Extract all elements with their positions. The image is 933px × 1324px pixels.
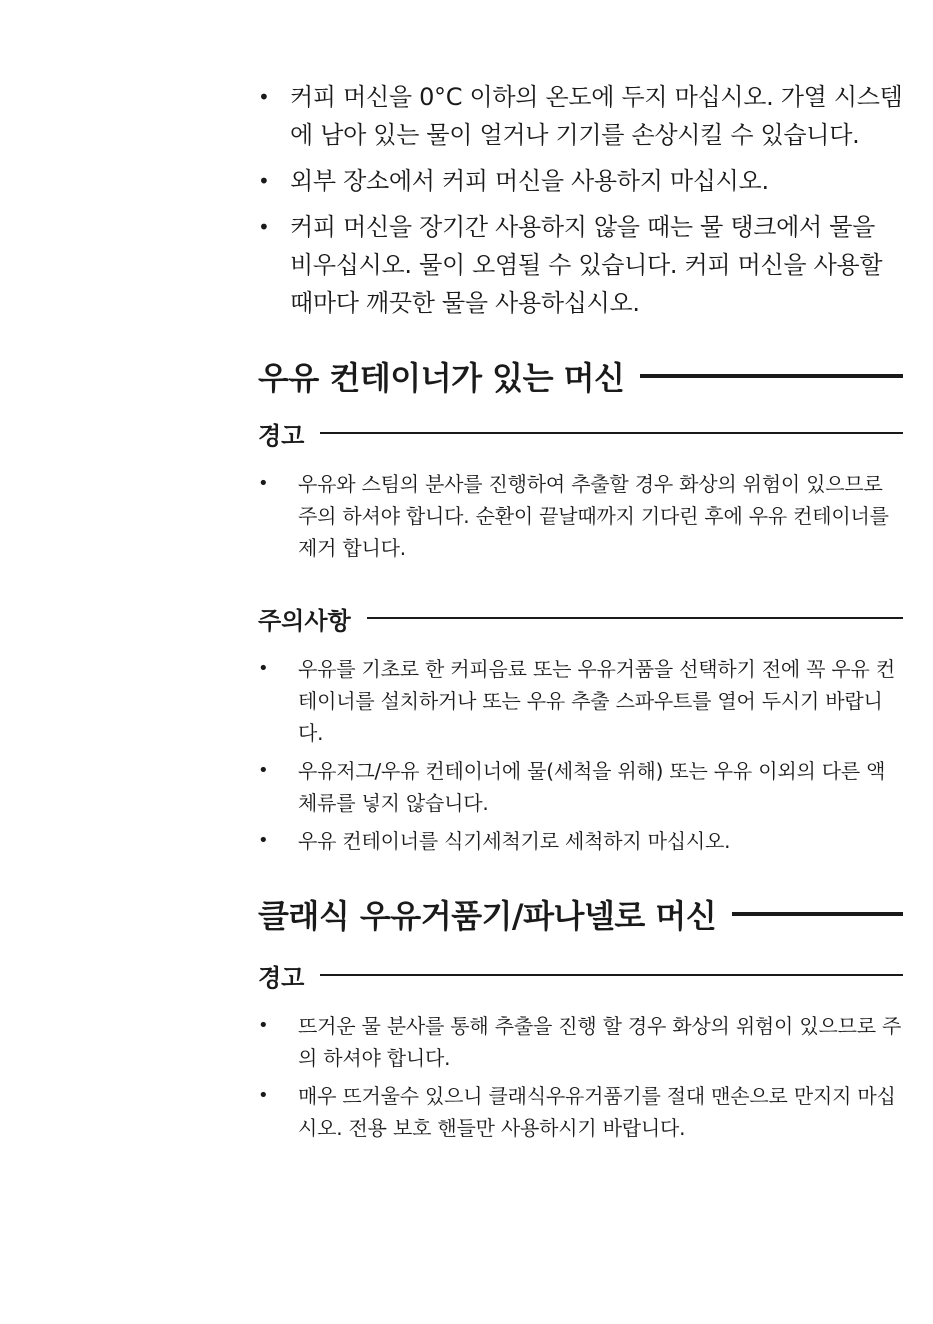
list-item: • 우유를 기초로 한 커피음료 또는 우유거품을 선택하기 전에 꼭 우유 컨테이너를 설치하거나 또는 우유 추출 스파우트를 열어 두시기 바랍니다. xyxy=(258,653,903,749)
bullet-icon: • xyxy=(258,215,270,239)
list-item: • 외부 장소에서 커피 머신을 사용하지 마십시오. xyxy=(258,162,903,200)
heading-rule xyxy=(367,617,903,619)
bullet-icon: • xyxy=(258,830,269,851)
bullet-icon: • xyxy=(258,85,270,109)
section-heading-milk-container: 우유 컨테이너가 있는 머신 xyxy=(258,349,903,403)
warning-list xyxy=(258,468,903,564)
warning-heading: 경고 xyxy=(258,413,903,453)
bullet-icon: • xyxy=(258,760,269,781)
list-item: • 매우 뜨거울수 있으니 클래식우유거품기를 절대 맨손으로 만지지 마십시오. 전용 보호 핸들만 사용하시기 바랍니다. xyxy=(258,1080,903,1144)
list-item: • 커피 머신을 장기간 사용하지 않을 때는 물 탱크에서 물을 비우십시오. 물이 오염될 수 있습니다. 커피 머신을 사용할 때마다 깨끗한 물을 사용하십시오. xyxy=(258,208,903,322)
section-heading-classic-frother: 클래식 우유거품기/파나넬로 머신 xyxy=(258,887,903,941)
caution-heading: 주의사항 xyxy=(258,598,903,638)
bullet-icon: • xyxy=(258,658,269,679)
warning-list xyxy=(258,1010,903,1144)
list-item: • 우유 컨테이너를 식기세척기로 세척하지 마십시오. xyxy=(258,825,903,857)
heading-rule xyxy=(732,912,903,916)
warning-heading: 경고 xyxy=(258,955,903,995)
caution-list xyxy=(258,653,903,857)
bullet-icon: • xyxy=(258,169,270,193)
heading-rule xyxy=(320,974,903,976)
heading-rule xyxy=(640,374,903,378)
list-item: • 우유저그/우유 컨테이너에 물(세척을 위해) 또는 우유 이외의 다른 액체류를 넣지 않습니다. xyxy=(258,755,903,819)
heading-rule xyxy=(320,432,903,434)
list-item: • 커피 머신을 0°C 이하의 온도에 두지 마십시오. 가열 시스템에 남아 있는 물이 얼거나 기기를 손상시킬 수 있습니다. xyxy=(258,78,903,154)
list-item: • 우유와 스팀의 분사를 진행하여 추출할 경우 화상의 위험이 있으므로 주의 하셔야 합니다. 순환이 끝날때까지 기다린 후에 우유 컨테이너를 제거 합니다. xyxy=(258,468,903,564)
bullet-icon: • xyxy=(258,1015,269,1036)
list-item: • 뜨거운 물 분사를 통해 추출을 진행 할 경우 화상의 위험이 있으므로 주의 하셔야 합니다. xyxy=(258,1010,903,1074)
bullet-icon: • xyxy=(258,473,269,494)
manual-page xyxy=(258,78,903,1150)
intro-list xyxy=(258,78,903,322)
bullet-icon: • xyxy=(258,1085,269,1106)
